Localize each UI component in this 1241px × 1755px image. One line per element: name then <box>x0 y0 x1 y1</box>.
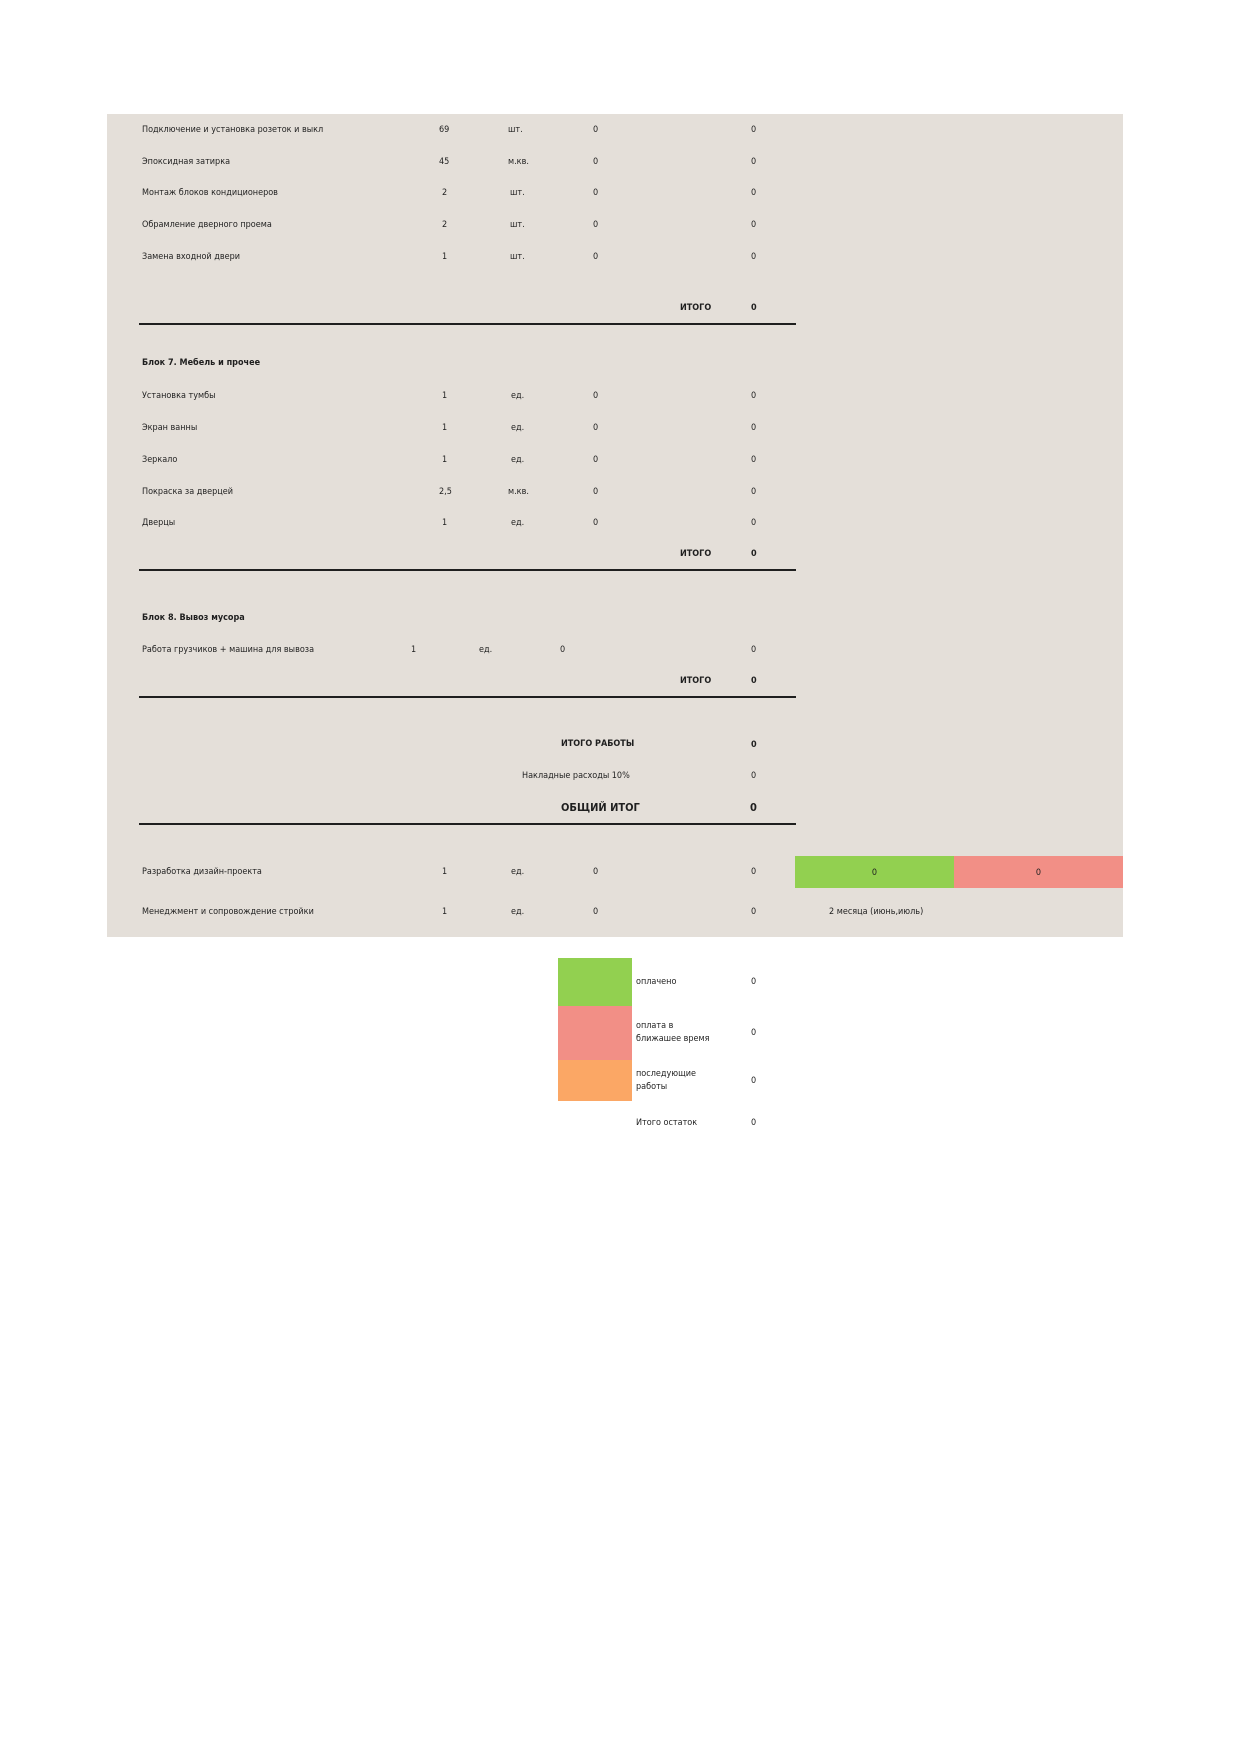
block8-total-label: ИТОГО <box>680 676 712 686</box>
item-name: Работа грузчиков + машина для вывоза <box>142 645 315 655</box>
item-qty: 1 <box>442 252 448 262</box>
item-price: 0 <box>593 867 599 877</box>
item-price: 0 <box>593 487 599 497</box>
item-unit: м.кв. <box>508 487 529 497</box>
item-qty: 1 <box>442 455 448 465</box>
item-qty: 1 <box>442 518 448 528</box>
block6-total-label: ИТОГО <box>680 303 712 313</box>
item-qty: 1 <box>442 867 448 877</box>
item-qty: 1 <box>442 391 448 401</box>
item-unit: ед. <box>511 518 525 528</box>
item-qty: 2 <box>442 220 448 230</box>
item-qty: 2 <box>442 188 448 198</box>
section-divider <box>139 569 796 571</box>
legend-value-paid: 0 <box>751 977 757 987</box>
item-unit: шт. <box>508 125 523 135</box>
block7-total-label: ИТОГО <box>680 549 712 559</box>
works-total-label: ИТОГО РАБОТЫ <box>561 739 635 749</box>
item-price: 0 <box>593 518 599 528</box>
item-name: Зеркало <box>142 455 178 465</box>
item-qty: 1 <box>442 907 448 917</box>
item-name: Эпоксидная затирка <box>142 157 231 167</box>
item-name: Дверцы <box>142 518 176 528</box>
due-value: 0 <box>1035 868 1042 878</box>
item-name: Подключение и установка розеток и выкл <box>142 125 324 135</box>
item-total: 0 <box>751 907 757 917</box>
duration-note: 2 месяца (июнь,июль) <box>829 907 924 917</box>
item-name: Разработка дизайн-проекта <box>142 867 262 877</box>
item-name: Покраска за дверцей <box>142 487 234 497</box>
grand-total-label: ОБЩИЙ ИТОГ <box>561 801 640 814</box>
item-unit: м.кв. <box>508 157 529 167</box>
item-unit: ед. <box>511 907 525 917</box>
item-price: 0 <box>593 220 599 230</box>
legend-label-paid: оплачено <box>636 977 677 987</box>
item-price: 0 <box>593 252 599 262</box>
block8-total-value: 0 <box>751 676 757 686</box>
legend-swatch-due <box>558 1006 632 1060</box>
item-name: Монтаж блоков кондиционеров <box>142 188 278 198</box>
due-cell <box>954 856 1123 888</box>
section-divider <box>139 696 796 698</box>
legend-value-due: 0 <box>751 1028 757 1038</box>
legend-label-due: оплата в ближашее время <box>636 1021 710 1044</box>
item-total: 0 <box>751 455 757 465</box>
block7-total-value: 0 <box>751 549 757 559</box>
item-total: 0 <box>751 220 757 230</box>
item-total: 0 <box>751 391 757 401</box>
item-name: Замена входной двери <box>142 252 241 262</box>
item-qty: 69 <box>439 125 450 135</box>
item-unit: шт. <box>510 220 525 230</box>
overhead-value: 0 <box>751 771 757 781</box>
item-unit: шт. <box>510 252 525 262</box>
item-unit: ед. <box>511 867 525 877</box>
item-name: Менеджмент и сопровождение стройки <box>142 907 314 917</box>
item-price: 0 <box>593 423 599 433</box>
item-total: 0 <box>751 157 757 167</box>
section-divider <box>139 323 796 325</box>
legend-swatch-paid <box>558 958 632 1006</box>
item-price: 0 <box>593 188 599 198</box>
block8-title: Блок 8. Вывоз мусора <box>142 613 245 623</box>
works-total-value: 0 <box>751 740 757 750</box>
item-total: 0 <box>751 518 757 528</box>
item-total: 0 <box>751 423 757 433</box>
legend-label-upcoming: последующие работы <box>636 1069 696 1092</box>
item-price: 0 <box>593 455 599 465</box>
item-name: Установка тумбы <box>142 391 216 401</box>
legend-swatch-upcoming <box>558 1060 632 1101</box>
block7-title: Блок 7. Мебель и прочее <box>142 358 261 368</box>
block6-total-value: 0 <box>751 303 757 313</box>
item-total: 0 <box>751 252 757 262</box>
item-price: 0 <box>593 907 599 917</box>
item-name: Обрамление дверного проема <box>142 220 272 230</box>
item-total: 0 <box>751 867 757 877</box>
item-unit: ед. <box>479 645 493 655</box>
item-total: 0 <box>751 188 757 198</box>
section-divider <box>139 823 796 825</box>
item-total: 0 <box>751 125 757 135</box>
paid-cell <box>795 856 954 888</box>
legend-total-value: 0 <box>751 1118 757 1128</box>
item-unit: шт. <box>510 188 525 198</box>
item-total: 0 <box>751 487 757 497</box>
item-price: 0 <box>593 391 599 401</box>
item-price: 0 <box>560 645 566 655</box>
item-unit: ед. <box>511 391 525 401</box>
item-qty: 1 <box>442 423 448 433</box>
item-total: 0 <box>751 645 757 655</box>
item-unit: ед. <box>511 455 525 465</box>
overhead-label: Накладные расходы 10% <box>522 771 630 781</box>
item-qty: 45 <box>439 157 450 167</box>
item-qty: 1 <box>411 645 417 655</box>
paid-value: 0 <box>871 868 878 878</box>
item-qty: 2,5 <box>439 487 452 497</box>
item-unit: ед. <box>511 423 525 433</box>
legend-total-label: Итого остаток <box>636 1118 698 1128</box>
item-price: 0 <box>593 157 599 167</box>
grand-total-value: 0 <box>750 801 757 814</box>
item-price: 0 <box>593 125 599 135</box>
legend-value-upcoming: 0 <box>751 1076 757 1086</box>
item-name: Экран ванны <box>142 423 198 433</box>
